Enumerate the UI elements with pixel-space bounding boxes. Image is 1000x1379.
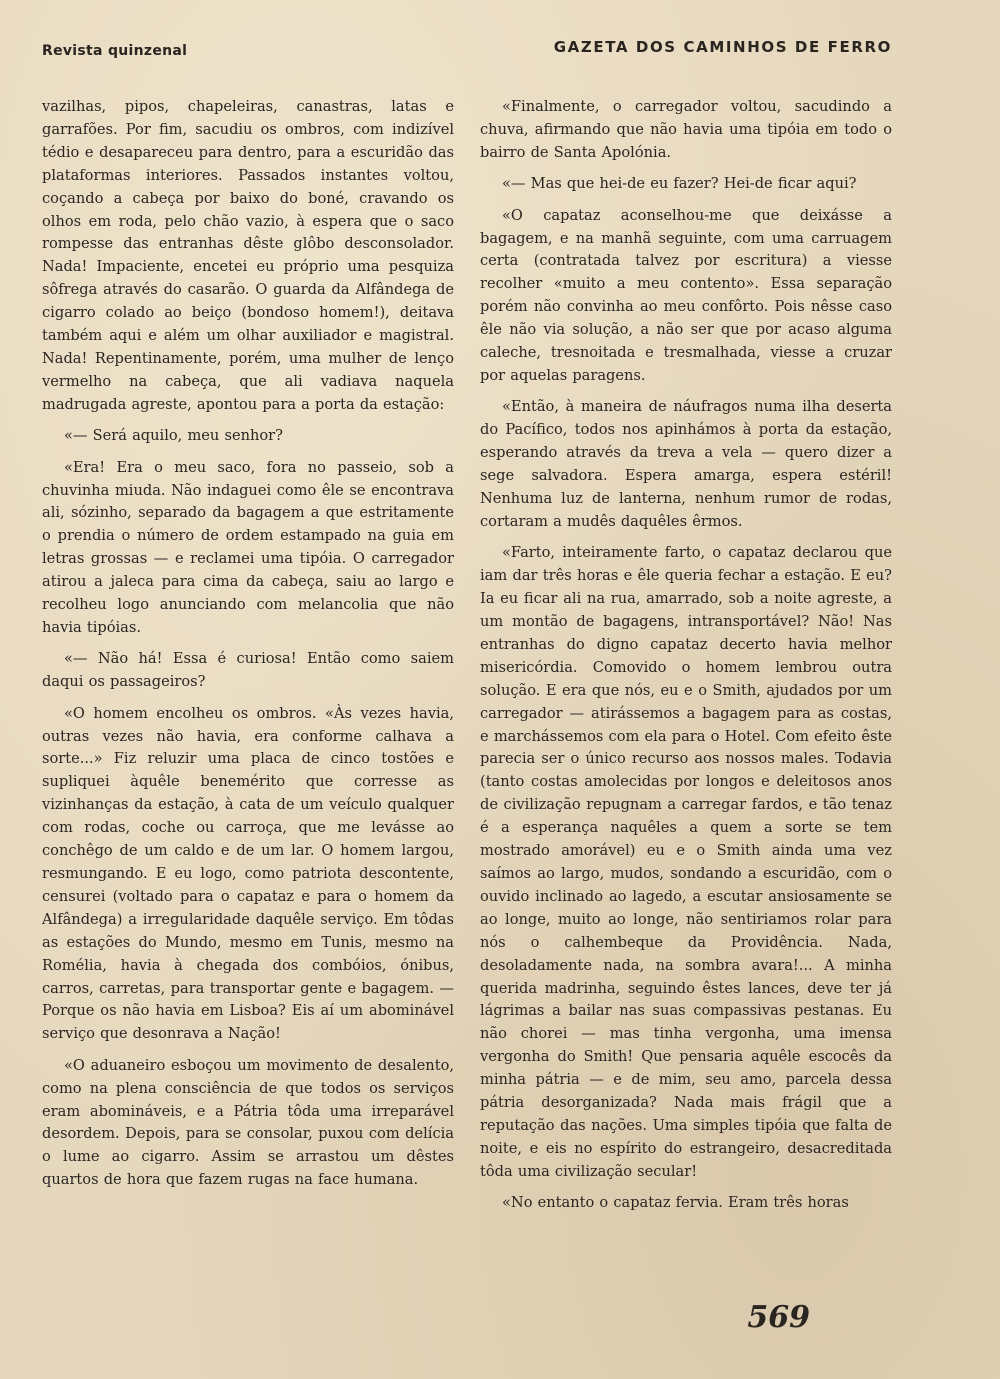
running-head-left: Revista quinzenal [42, 43, 188, 59]
paragraph: «Finalmente, o carregador voltou, sacudindo a chuva, afirmando que não havia uma tipóia em todo o bairro de Santa Apolónia. [480, 98, 892, 161]
paragraph: «— Será aquilo, meu senhor? [64, 427, 283, 445]
right-column [480, 96, 892, 1224]
running-head-right: GAZETA DOS CAMINHOS DE FERRO [553, 38, 892, 56]
paragraph: «O capataz aconselhou-me que deixásse a bagagem, e na manhã seguinte, com uma carruagem certa (contratada talvez por escritura) a viesse recolher «muito a meu contento». Essa separação porém não convinha ao meu confôrto. Pois nêsse caso êle não via solução, a não ser que por acaso alguma caleche, tresnoitada e tresmalhada, viesse a cruzar por aquelas paragens. [480, 206, 892, 384]
paragraph: «Então, à maneira de náufragos numa ilha deserta do Pacífico, todos nos apinhámos à porta da estação, esperando através da treva a vela — quero dizer a sege salvadora. Espera amarga, espera estéril! Nenhuma luz de lanterna, nenhum rumor de rodas, cortaram a mudês daquêles êrmos. [480, 398, 892, 530]
paragraph: «O homem encolheu os ombros. «Às vezes havia, outras vezes não havia, era conforme calhava a sorte...» Fiz reluzir uma placa de cinco tostões e supliquei àquêle benemérito que corresse as vizinhanças da estação, à cata de um veículo qualquer com rodas, coche ou carroça, que me levásse ao conchêgo de um caldo e de um lar. O homem largou, resmungando. E eu logo, como patriota descontente, censurei (voltado para o capataz e para o homem da Alfândega) a irregularidade daquêle serviço. Em tôdas as estações do Mundo, mesmo em Tunis, mesmo na Romélia, havia à chegada dos combóios, ónibus, carros, carretas, para transportar gente e bagagem. — Porque os não havia em Lisboa? Eis aí um abominável serviço que desonrava a Nação! [42, 704, 454, 1043]
paragraph: «— Mas que hei-de eu fazer? Hei-de ficar aqui? [502, 175, 857, 193]
paragraph: «— Não há! Essa é curiosa! Então como saiem daqui os passageiros? [42, 650, 454, 691]
page-number: 569 [747, 1300, 810, 1335]
left-column [42, 96, 454, 1201]
paragraph: «O aduaneiro esboçou um movimento de desalento, como na plena consciência de que todos os serviços eram abomináveis, e a Pátria tôda uma irreparável desordem. Depois, para se consolar, puxou com delícia o lume ao cigarro. Assim se arrastou um dêstes quartos de hora que fazem rugas na face humana. [42, 1056, 454, 1189]
paragraph: «Farto, inteiramente farto, o capataz declarou que iam dar três horas e êle queria fechar a estação. E eu? Ia eu ficar ali na rua, amarrado, sob a noite agreste, a um montão de bagagens, intransportável? Não! Nas entranhas do digno capataz decerto havia melhor misericórdia. Comovido o homem lembrou outra solução. E era que nós, eu e o Smith, ajudados por um carregador — atirássemos a bagagem para as costas, e marchássemos com ela para o Hotel. Com efeito êste parecia ser o único recurso aos nossos males. Todavia (tanto costas amolecidas por longos e deleitosos anos de civilização repugnam a carregar fardos, e tão tenaz é a esperança naquêles a quem a sorte se tem mostrado amorável) eu e o Smith ainda uma vez saímos ao largo, mudos, sondando a escuridão, com o ouvido inclinado ao lagedo, a escutar ansiosamente se ao longe, muito ao longe, não sentiriamos rolar para nós o calhembeque da Providência. Nada, desoladamente nada, na sombra avara!... A minha querida madrinha, seguindo êstes lances, deve ter já lágrimas a bailar nas suas compassivas pestanas. Eu não chorei — mas tinha vergonha, uma imensa vergonha do Smith! Que pensaria aquêle escocês da minha pátria — e de mim, seu amo, parcela dessa pátria desorganizada? Nada mais frágil que a reputação das nações. Uma simples tipóia que falta de noite, e eis no espírito do estrangeiro, desacreditada tôda uma civilização secular! [480, 544, 892, 1180]
paragraph: «No entanto o capataz fervia. Eram três horas [502, 1194, 849, 1212]
paragraph: vazilhas, pipos, chapeleiras, canastras, latas e garrafões. Por fim, sacudiu os ombros, com indizível tédio e desapareceu para dentro, para a escuridão das plataformas interiores. Passados instantes voltou, coçando a cabeça por baixo do boné, cravando os olhos em roda, pelo chão vazio, à espera que o saco rompesse das entranhas dêste glôbo desconsolador. Nada! Impaciente, encetei eu próprio uma pesquiza sôfrega através do casarão. O guarda da Alfândega de cigarro colado ao beiço (bondoso homem!), deitava também aqui e além um olhar auxiliador e magistral. Nada! Repentinamente, porém, uma mulher de lenço vermelho na cabeça, que ali vadiava naquela madrugada agreste, apontou para a porta da estação: [42, 98, 454, 413]
paragraph: «Era! Era o meu saco, fora no passeio, sob a chuvinha miuda. Não indaguei como êle se encontrava ali, sózinho, separado da bagagem a que estritamente o prendia o número de ordem estampado na guia em letras grossas — e reclamei uma tipóia. O carregador atirou a jaleca para cima da cabeça, saiu ao largo e recolheu logo anunciando com melancolia que não havia tipóias. [42, 458, 454, 636]
